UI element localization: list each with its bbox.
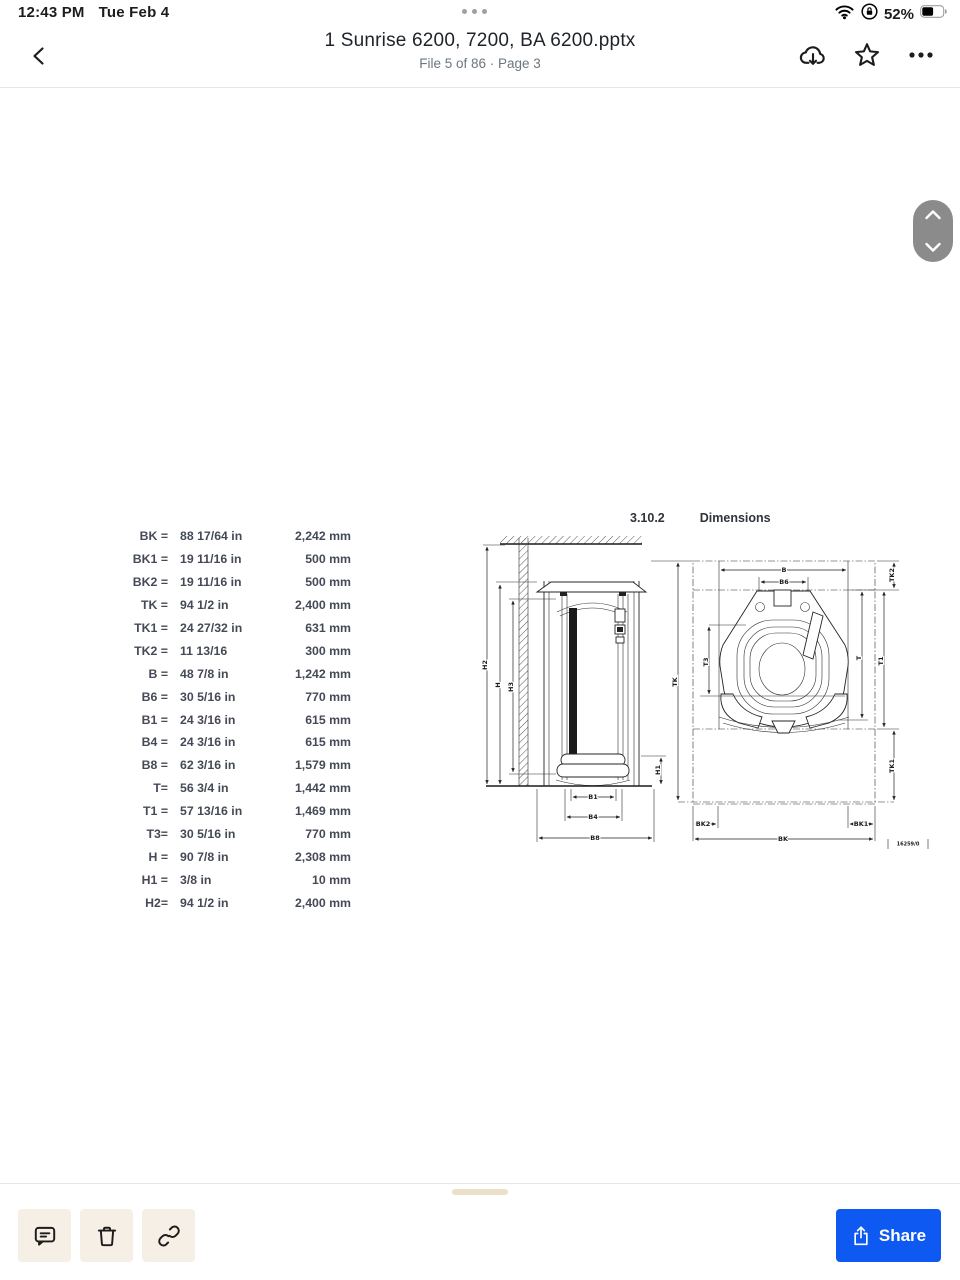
dim-label: H1 = (141, 872, 168, 887)
dim-label: B = (148, 666, 168, 681)
battery-percent: 52% (883, 5, 914, 23)
copy-link-button[interactable] (142, 1209, 195, 1262)
dim-inches: 94 1/2 in (180, 895, 229, 910)
dim-label-t: T (855, 655, 863, 661)
dim-mm: 1,242 mm (294, 666, 351, 681)
dim-mm: 500 mm (305, 552, 351, 567)
dim-mm: 1,469 mm (294, 804, 351, 819)
dim-label: B4 = (141, 735, 168, 750)
file-header (180, 30, 780, 71)
dim-mm: 500 mm (305, 575, 351, 590)
table-row (120, 868, 351, 891)
dim-label-tk1: TK1 (888, 759, 896, 773)
dim-label-tk2: TK2 (888, 568, 896, 582)
dim-mm: 615 mm (305, 712, 351, 727)
status-time: 12:43 PM (18, 4, 85, 21)
table-row (120, 594, 351, 617)
chevron-left-icon (28, 44, 52, 68)
table-row (120, 754, 351, 777)
favorite-button[interactable] (850, 38, 884, 72)
dim-label: TK2 = (134, 643, 168, 658)
table-row (120, 662, 351, 685)
orientation-lock-icon (861, 3, 878, 25)
dim-mm: 1,579 mm (294, 758, 351, 773)
dim-label: TK1 = (134, 621, 168, 635)
more-options-button[interactable] (904, 38, 938, 72)
table-row (120, 548, 351, 571)
wifi-icon (834, 4, 855, 25)
technical-drawing (470, 503, 960, 878)
chevron-up-icon[interactable] (924, 209, 942, 221)
footer-toolbar (0, 1183, 960, 1280)
dim-label: BK2 = (132, 575, 168, 590)
dim-inches: 90 7/8 in (180, 849, 229, 864)
battery-icon (920, 5, 948, 23)
dim-inches: 3/8 in (180, 872, 212, 887)
comment-icon (32, 1223, 58, 1249)
status-bar (0, 0, 960, 24)
section-title: Dimensions (699, 511, 771, 525)
table-row (120, 891, 351, 914)
dim-label-h3: H3 (507, 682, 515, 692)
dim-mm: 300 mm (305, 643, 351, 658)
dim-label: T= (153, 781, 168, 796)
table-row (120, 731, 351, 754)
dim-inches: 62 3/16 in (180, 758, 236, 773)
dim-mm: 770 mm (305, 689, 351, 704)
table-row (120, 777, 351, 800)
share-label: Share (878, 1225, 927, 1245)
comment-button[interactable] (18, 1209, 71, 1262)
dim-label-b6: B6 (779, 578, 789, 586)
dim-mm: 1,442 mm (294, 781, 351, 796)
table-row (120, 617, 351, 640)
dim-label-b: B (781, 566, 787, 574)
trash-icon (94, 1223, 120, 1249)
dim-label-bk2: BK2 (695, 820, 711, 828)
download-offline-button[interactable] (796, 38, 830, 72)
dim-mm: 615 mm (305, 735, 351, 750)
drawing-ref: 16259/0 (896, 841, 920, 848)
dim-label: B8 = (141, 758, 168, 773)
status-date: Tue Feb 4 (98, 4, 170, 21)
table-row (120, 823, 351, 846)
multitask-dots-icon (462, 9, 487, 14)
header-actions (796, 38, 938, 72)
dim-inches: 94 1/2 in (180, 598, 229, 613)
chevron-down-icon[interactable] (924, 241, 942, 253)
dim-label-h: H (494, 682, 502, 688)
dim-label-b4: B4 (588, 813, 598, 821)
dim-label-t1: T1 (877, 656, 885, 666)
app-header (0, 24, 960, 88)
page-scrubber-handle[interactable] (452, 1189, 508, 1195)
dim-inches: 30 5/16 in (180, 827, 236, 842)
table-row (120, 708, 351, 731)
table-row (120, 845, 351, 868)
dim-inches: 56 3/4 in (180, 781, 229, 796)
dim-label-bk: BK (778, 835, 788, 843)
dim-label: T3= (146, 827, 168, 842)
dim-inches: 57 13/16 in (180, 804, 243, 819)
status-indicators (834, 3, 948, 25)
dim-label: BK1 = (132, 552, 168, 567)
dim-inches: 19 11/16 in (180, 575, 242, 590)
dim-label-tk: TK (671, 677, 679, 687)
status-time-date (18, 4, 169, 21)
dim-inches: 30 5/16 in (180, 689, 236, 704)
page-navigator[interactable] (913, 200, 953, 262)
dim-label: B1 = (141, 712, 168, 727)
dim-mm: 2,400 mm (294, 598, 351, 613)
table-row (120, 525, 351, 548)
dim-mm: 2,400 mm (294, 895, 351, 910)
dim-inches: 24 27/32 in (180, 621, 243, 635)
table-row (120, 800, 351, 823)
dim-label: T1 = (143, 804, 168, 819)
dim-label: H2= (145, 895, 168, 910)
dim-label-b8: B8 (590, 834, 600, 842)
dim-label: TK = (141, 598, 168, 613)
dim-inches: 88 17/64 in (180, 529, 243, 544)
table-row (120, 571, 351, 594)
dim-mm: 631 mm (305, 621, 351, 635)
ellipsis-icon (904, 43, 938, 67)
dim-label-bk1: BK1 (853, 820, 869, 828)
link-icon (156, 1223, 182, 1249)
dim-mm: 2,242 mm (294, 529, 351, 544)
dim-inches: 48 7/8 in (180, 666, 229, 681)
dim-mm: 2,308 mm (294, 849, 351, 864)
dim-label-h2: H2 (481, 660, 489, 670)
dim-mm: 10 mm (312, 872, 351, 887)
share-button[interactable] (836, 1209, 941, 1262)
file-title: 1 Sunrise 6200, 7200, BA 6200.pptx (324, 30, 636, 51)
dimensions-table (120, 525, 351, 914)
back-button[interactable] (24, 40, 56, 72)
dim-mm: 770 mm (305, 827, 351, 842)
section-number: 3.10.2 (630, 511, 665, 525)
dim-inches: 19 11/16 in (180, 552, 242, 567)
share-icon (851, 1225, 871, 1247)
dim-label-h1: H1 (654, 765, 662, 775)
dim-label: BK = (139, 529, 168, 544)
dim-label-b1: B1 (588, 793, 598, 801)
dim-inches: 24 3/16 in (180, 712, 236, 727)
dim-label: H = (148, 849, 168, 864)
document-page (0, 88, 960, 1183)
table-row (120, 639, 351, 662)
star-icon (852, 40, 882, 70)
file-subtitle: File 5 of 86 · Page 3 (419, 56, 541, 71)
dim-label: B6 = (141, 689, 168, 704)
dim-label-t3: T3 (702, 657, 710, 667)
table-row (120, 685, 351, 708)
cloud-download-icon (798, 40, 828, 70)
delete-button[interactable] (80, 1209, 133, 1262)
dim-inches: 11 13/16 (180, 643, 228, 658)
dim-inches: 24 3/16 in (180, 735, 236, 750)
